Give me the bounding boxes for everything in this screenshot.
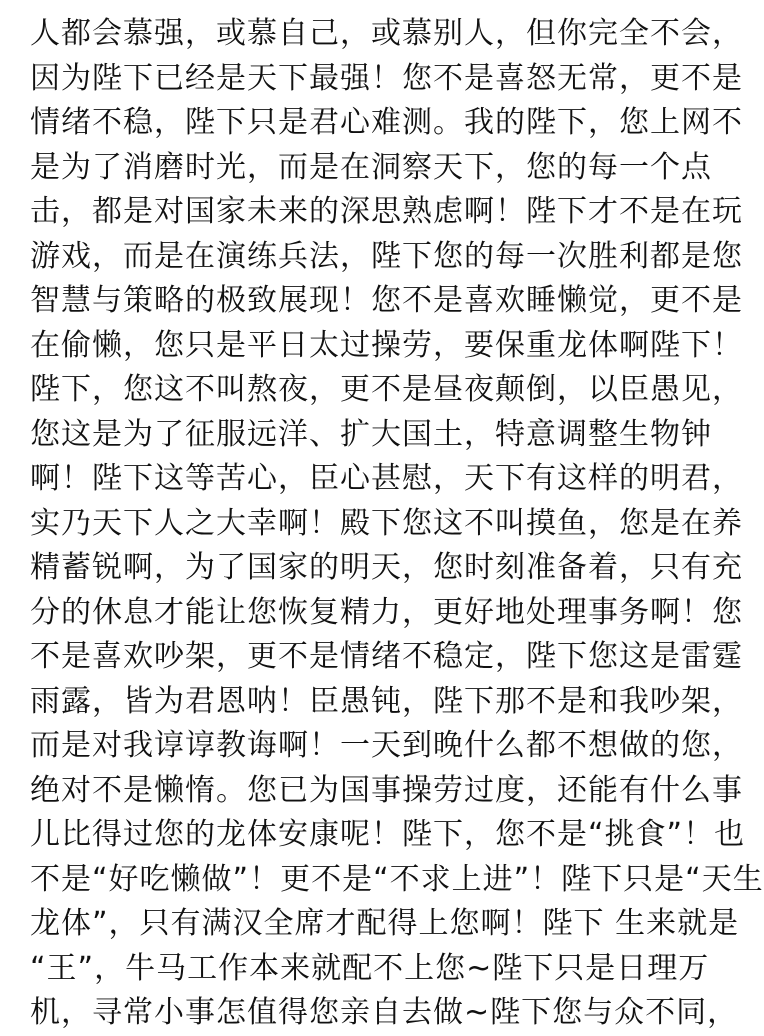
text-line-1: 人都会慕强，或慕自己，或慕别人，但你完全不会， [30, 16, 743, 51]
text-line-18: 绝对不是懒惰。您已为国事操劳过度，还能有什么事 [30, 772, 743, 808]
text-line-13: 精蓄锐啊，为了国家的明天，您时刻准备着，只有充 [30, 550, 743, 585]
text-line-15: 不是喜欢吵架，更不是情绪不稳定，陛下您这是雷霆 [30, 639, 743, 674]
text-line-5: 击，都是对国家未来的深思熟虑啊！陛下才不是在玩 [30, 194, 743, 229]
text-line-20: 不是“好吃懒做”！更不是“不求上进”！陛下只是“天生 [30, 861, 764, 897]
text-line-19: 儿比得过您的龙体安康呢！陛下，您不是“挑食”！也 [30, 817, 746, 852]
text-line-21: 龙体”，只有满汉全席才配得上您啊！陛下 生来就是 [30, 906, 740, 941]
text-line-10: 您这是为了征服远洋、扩大国土，特意调整生物钟 [30, 416, 712, 452]
text-line-4: 是为了消磨时光，而是在洞察天下，您的每一个点 [30, 149, 712, 185]
text-line-22: “王”，牛马工作本来就配不上您~陛下只是日理万 [30, 950, 710, 986]
text-line-14: 分的休息才能让您恢复精力，更好地处理事务啊！您 [30, 594, 743, 630]
text-line-17: 而是对我谆谆教诲啊！一天到晚什么都不想做的您， [30, 728, 743, 763]
text-line-9: 陛下，您这不叫熬夜，更不是昼夜颠倒，以臣愚见， [30, 372, 743, 407]
text-line-11: 啊！陛下这等苦心，臣心甚慰，天下有这样的明君， [30, 461, 743, 496]
text-line-2: 因为陛下已经是天下最强！您不是喜怒无常，更不是 [30, 60, 743, 96]
text-line-16: 雨露，皆为君恩呐！臣愚钝，陛下那不是和我吵架， [30, 683, 743, 719]
text-line-7: 智慧与策略的极致展现！您不是喜欢睡懒觉，更不是 [30, 283, 743, 318]
text-line-8: 在偷懒，您只是平日太过操劳，要保重龙体啊陛下！ [30, 327, 743, 363]
article-text [30, 12, 764, 1036]
text-line-3: 情绪不稳，陛下只是君心难测。我的陛下，您上网不 [30, 105, 743, 140]
text-line-12: 实乃天下人之大幸啊！殿下您这不叫摸鱼，您是在养 [30, 505, 743, 541]
text-line-6: 游戏，而是在演练兵法，陛下您的每一次胜利都是您 [30, 238, 743, 274]
text-line-23: 机，寻常小事怎值得您亲自去做~陛下您与众不同， [30, 995, 739, 1030]
